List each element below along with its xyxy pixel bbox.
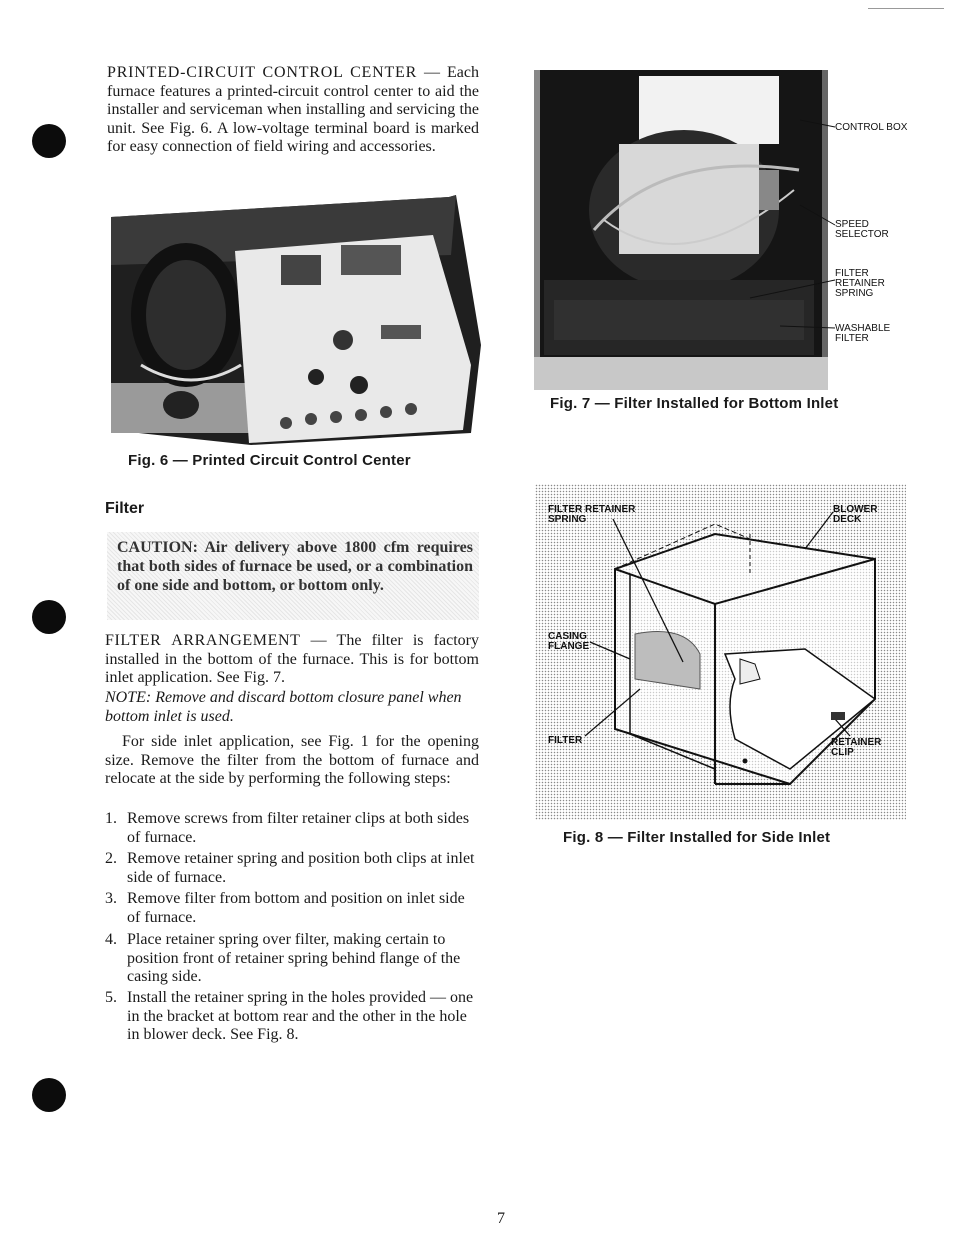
- fig8-label-rc-line1: RETAINER: [831, 737, 882, 748]
- step-text: Remove screws from filter retainer clips at both sides of furnace.: [127, 810, 470, 846]
- page-number: 7: [497, 1210, 505, 1227]
- step-text: Remove retainer spring and position both clips at inlet side of furnace.: [127, 850, 475, 886]
- fig8-label-filter: FILTER: [548, 735, 583, 746]
- punch-hole-bottom: [32, 1078, 66, 1112]
- caution-box: [107, 532, 479, 620]
- fig8-label-cf-line2: FLANGE: [548, 641, 590, 652]
- fig8-label-filter-retainer-spring: [548, 505, 635, 525]
- filter-arrangement-dash: —: [300, 632, 337, 649]
- fig7-label-fr-line3: SPRING: [835, 288, 874, 299]
- pccc-body: Each furnace features a printed-circuit control center to aid the installer and serviceman when installing and servicing the unit. See Fig. 6. A low-voltage terminal board is marked for easy connection of field wiring and accessories.: [107, 64, 480, 155]
- fig8-caption: Fig. 8 — Filter Installed for Side Inlet: [563, 829, 831, 846]
- pccc-heading: PRINTED-CIRCUIT CONTROL CENTER —: [107, 64, 441, 81]
- step-text: Place retainer spring over filter, making certain to position front of retainer spring behind flange of the casing side.: [127, 931, 461, 985]
- pccc-paragraph: [107, 64, 479, 157]
- fig8-label-retainer-clip: [831, 738, 881, 758]
- fig7-label-filter-retainer-spring: [835, 269, 885, 299]
- step-number: 4.: [105, 931, 117, 948]
- step-4: [105, 931, 479, 987]
- step-3: [105, 890, 479, 927]
- fig8-furnace-diagram: [535, 484, 906, 820]
- punch-hole-top: [32, 124, 66, 158]
- fig7-label-fr-line2: RETAINER: [835, 278, 885, 289]
- fig7-label-speed-line1: SPEED: [835, 219, 869, 230]
- fig7-leader-lines: [740, 100, 860, 390]
- fig6-control-board-image: [111, 195, 481, 445]
- punch-hole-middle: [32, 600, 66, 634]
- fig8-label-blower-deck: [833, 505, 877, 525]
- fig8-label-bd-line1: BLOWER: [833, 504, 878, 515]
- fig8-label-bd-line2: DECK: [833, 514, 862, 525]
- fig6-caption: Fig. 6 — Printed Circuit Control Center: [128, 452, 411, 469]
- fig8-label-rc-line2: CLIP: [831, 747, 854, 758]
- step-text: Install the retainer spring in the holes provided — one in the bracket at bottom rear and the other in the hole in blower deck. See Fig. 8.: [127, 989, 474, 1043]
- filter-arrangement-heading: FILTER ARRANGEMENT: [105, 632, 301, 649]
- step-2: [105, 850, 479, 887]
- step-number: 5.: [105, 989, 117, 1006]
- step-number: 3.: [105, 890, 117, 907]
- filter-heading: Filter: [105, 500, 145, 517]
- step-number: 1.: [105, 810, 117, 827]
- fig7-caption: Fig. 7 — Filter Installed for Bottom Inlet: [550, 395, 839, 412]
- fig7-label-wf-line2: FILTER: [835, 333, 869, 344]
- fig8-label-casing-flange: [548, 632, 589, 652]
- filter-arrangement-body: The filter is factory installed in the bottom of the furnace. This is for bottom inlet application. See Fig. 7.: [105, 632, 479, 686]
- filter-note: NOTE: Remove and discard bottom closure panel when bottom inlet is used.: [105, 689, 462, 725]
- fig7-label-wf-line1: WASHABLE: [835, 323, 891, 334]
- filter-arrangement-paragraph: [105, 632, 479, 688]
- step-text: Remove filter from bottom and position on inlet side of furnace.: [127, 890, 465, 926]
- caution-text: CAUTION: Air delivery above 1800 cfm requires that both sides of furnace be used, or a combination of one side and bottom, or bottom only.: [117, 539, 473, 594]
- fig7-label-speed-line2: SELECTOR: [835, 229, 889, 240]
- fig6-photo: [111, 195, 481, 445]
- step-1: [105, 810, 479, 847]
- fig8-label-frs-line2: SPRING: [548, 514, 587, 525]
- fig8-label-frs-line1: FILTER RETAINER: [548, 504, 636, 515]
- fig8-drawing: [535, 484, 906, 820]
- step-number: 2.: [105, 850, 117, 867]
- top-rule: [868, 8, 944, 9]
- fig7-label-fr-line1: FILTER: [835, 268, 869, 279]
- fig8-label-cf-line1: CASING: [548, 631, 587, 642]
- fig7-label-speed-selector: [835, 220, 889, 240]
- step-5: [105, 989, 479, 1045]
- side-inlet-paragraph: For side inlet application, see Fig. 1 for the opening size. Remove the filter from the bottom of furnace and relocate at the side by performing the following steps:: [105, 733, 479, 787]
- fig7-label-washable-filter: [835, 324, 890, 344]
- fig7-label-control-box: CONTROL BOX: [835, 122, 908, 133]
